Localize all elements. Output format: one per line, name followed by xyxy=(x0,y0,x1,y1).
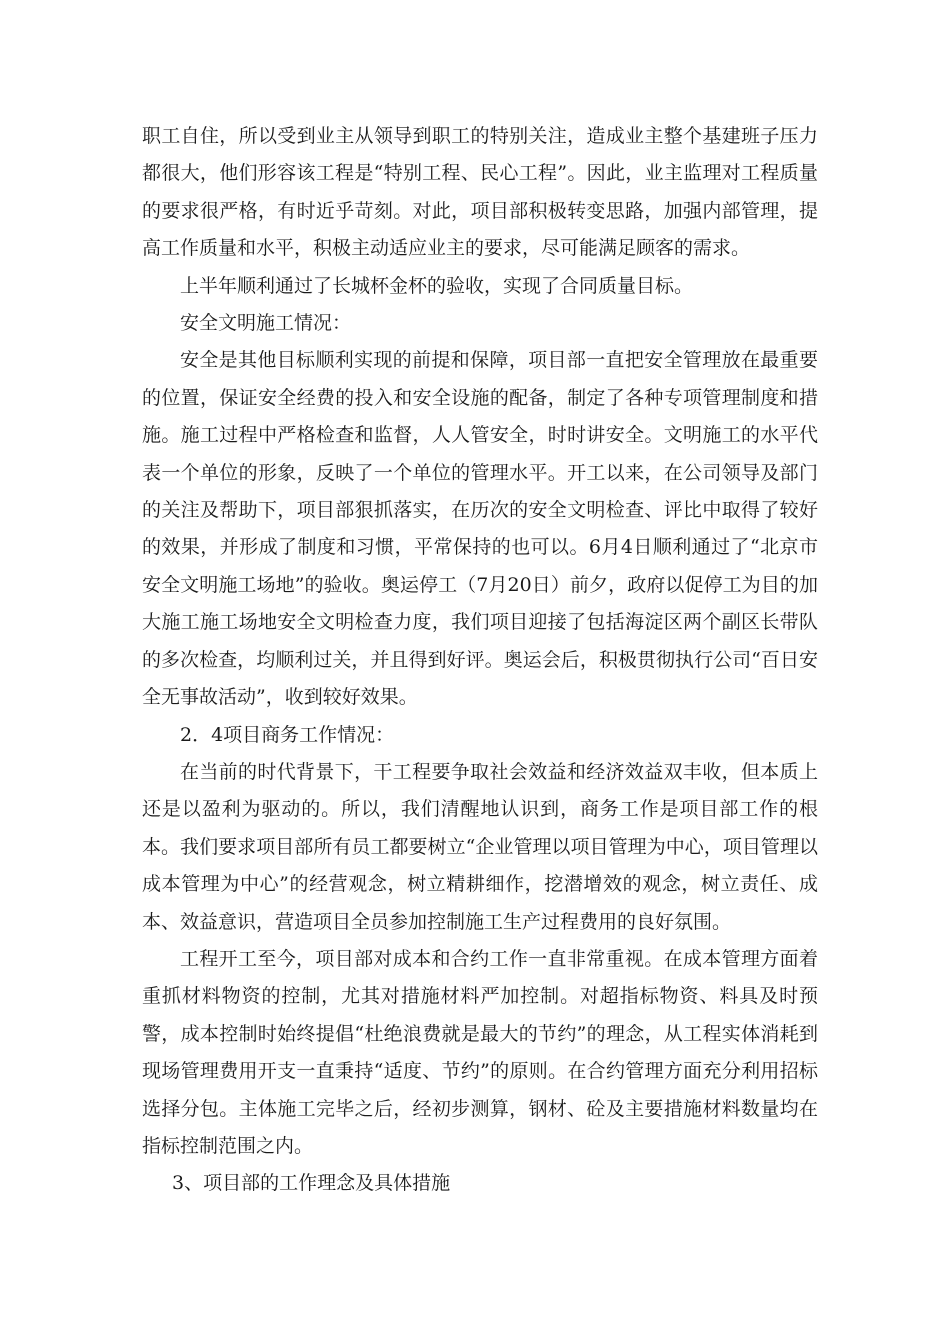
paragraph-continuation: 职工自住，所以受到业主从领导到职工的特别关注，造成业主整个基建班子压力都很大，他们形容该工程是“特别工程、民心工程”。因此，业主监理对工程质量的要求很严格，有时近乎苛刻。对此，项目部积极转变思路，加强内部管理，提高工作质量和水平，积极主动适应业主的要求，尽可能满足顾客的需求。 xyxy=(142,125,818,260)
subheading-safety: 安全文明施工情况： xyxy=(180,312,352,335)
section-heading-3: 3、项目部的工作理念及具体措施 xyxy=(172,1172,451,1195)
paragraph-business: 在当前的时代背景下，干工程要争取社会效益和经济效益双丰收，但本质上还是以盈利为驱动的。所以，我们清醒地认识到，商务工作是项目部工作的根本。我们要求项目部所有员工都要树立“企业管理以项目管理为中心，项目管理以成本管理为中心”的经营观念，树立精耕细作，挖潜增效的观念，树立责任、成本、效益意识，营造项目全员参加控制施工生产过程费用的良好氛围。 xyxy=(142,760,818,933)
subheading-business: 2．4项目商务工作情况： xyxy=(180,723,395,746)
paragraph-safety: 安全是其他目标顺利实现的前提和保障，项目部一直把安全管理放在最重要的位置，保证安全经费的投入和安全设施的配备，制定了各种专项管理制度和措施。施工过程中严格检查和监督，人人管安全，时时讲安全。文明施工的水平代表一个单位的形象，反映了一个单位的管理水平。开工以来，在公司领导及部门的关注及帮助下，项目部狠抓落实，在历次的安全文明检查、评比中取得了较好的效果，并形成了制度和习惯，平常保持的也可以。6月4日顺利通过了“北京市安全文明施工场地”的验收。奥运停工（7月20日）前夕，政府以促停工为目的加大施工施工场地安全文明检查力度，我们项目迎接了包括海淀区两个副区长带队的多次检查，均顺利过关，并且得到好评。奥运会后，积极贯彻执行公司“百日安全无事故活动”，收到较好效果。 xyxy=(142,349,818,709)
document-body xyxy=(142,118,818,1203)
paragraph-cost-contract: 工程开工至今，项目部对成本和合约工作一直非常重视。在成本管理方面着重抓材料物资的控制，尤其对措施材料严加控制。对超指标物资、料具及时预警，成本控制时始终提倡“杜绝浪费就是最大的节约”的理念，从工程实体消耗到现场管理费用开支一直秉持“适度、节约”的原则。在合约管理方面充分利用招标选择分包。主体施工完毕之后，经初步测算，钢材、砼及主要措施材料数量均在指标控制范围之内。 xyxy=(142,947,818,1157)
paragraph-quality-acceptance: 上半年顺利通过了长城杯金杯的验收，实现了合同质量目标。 xyxy=(180,274,694,297)
